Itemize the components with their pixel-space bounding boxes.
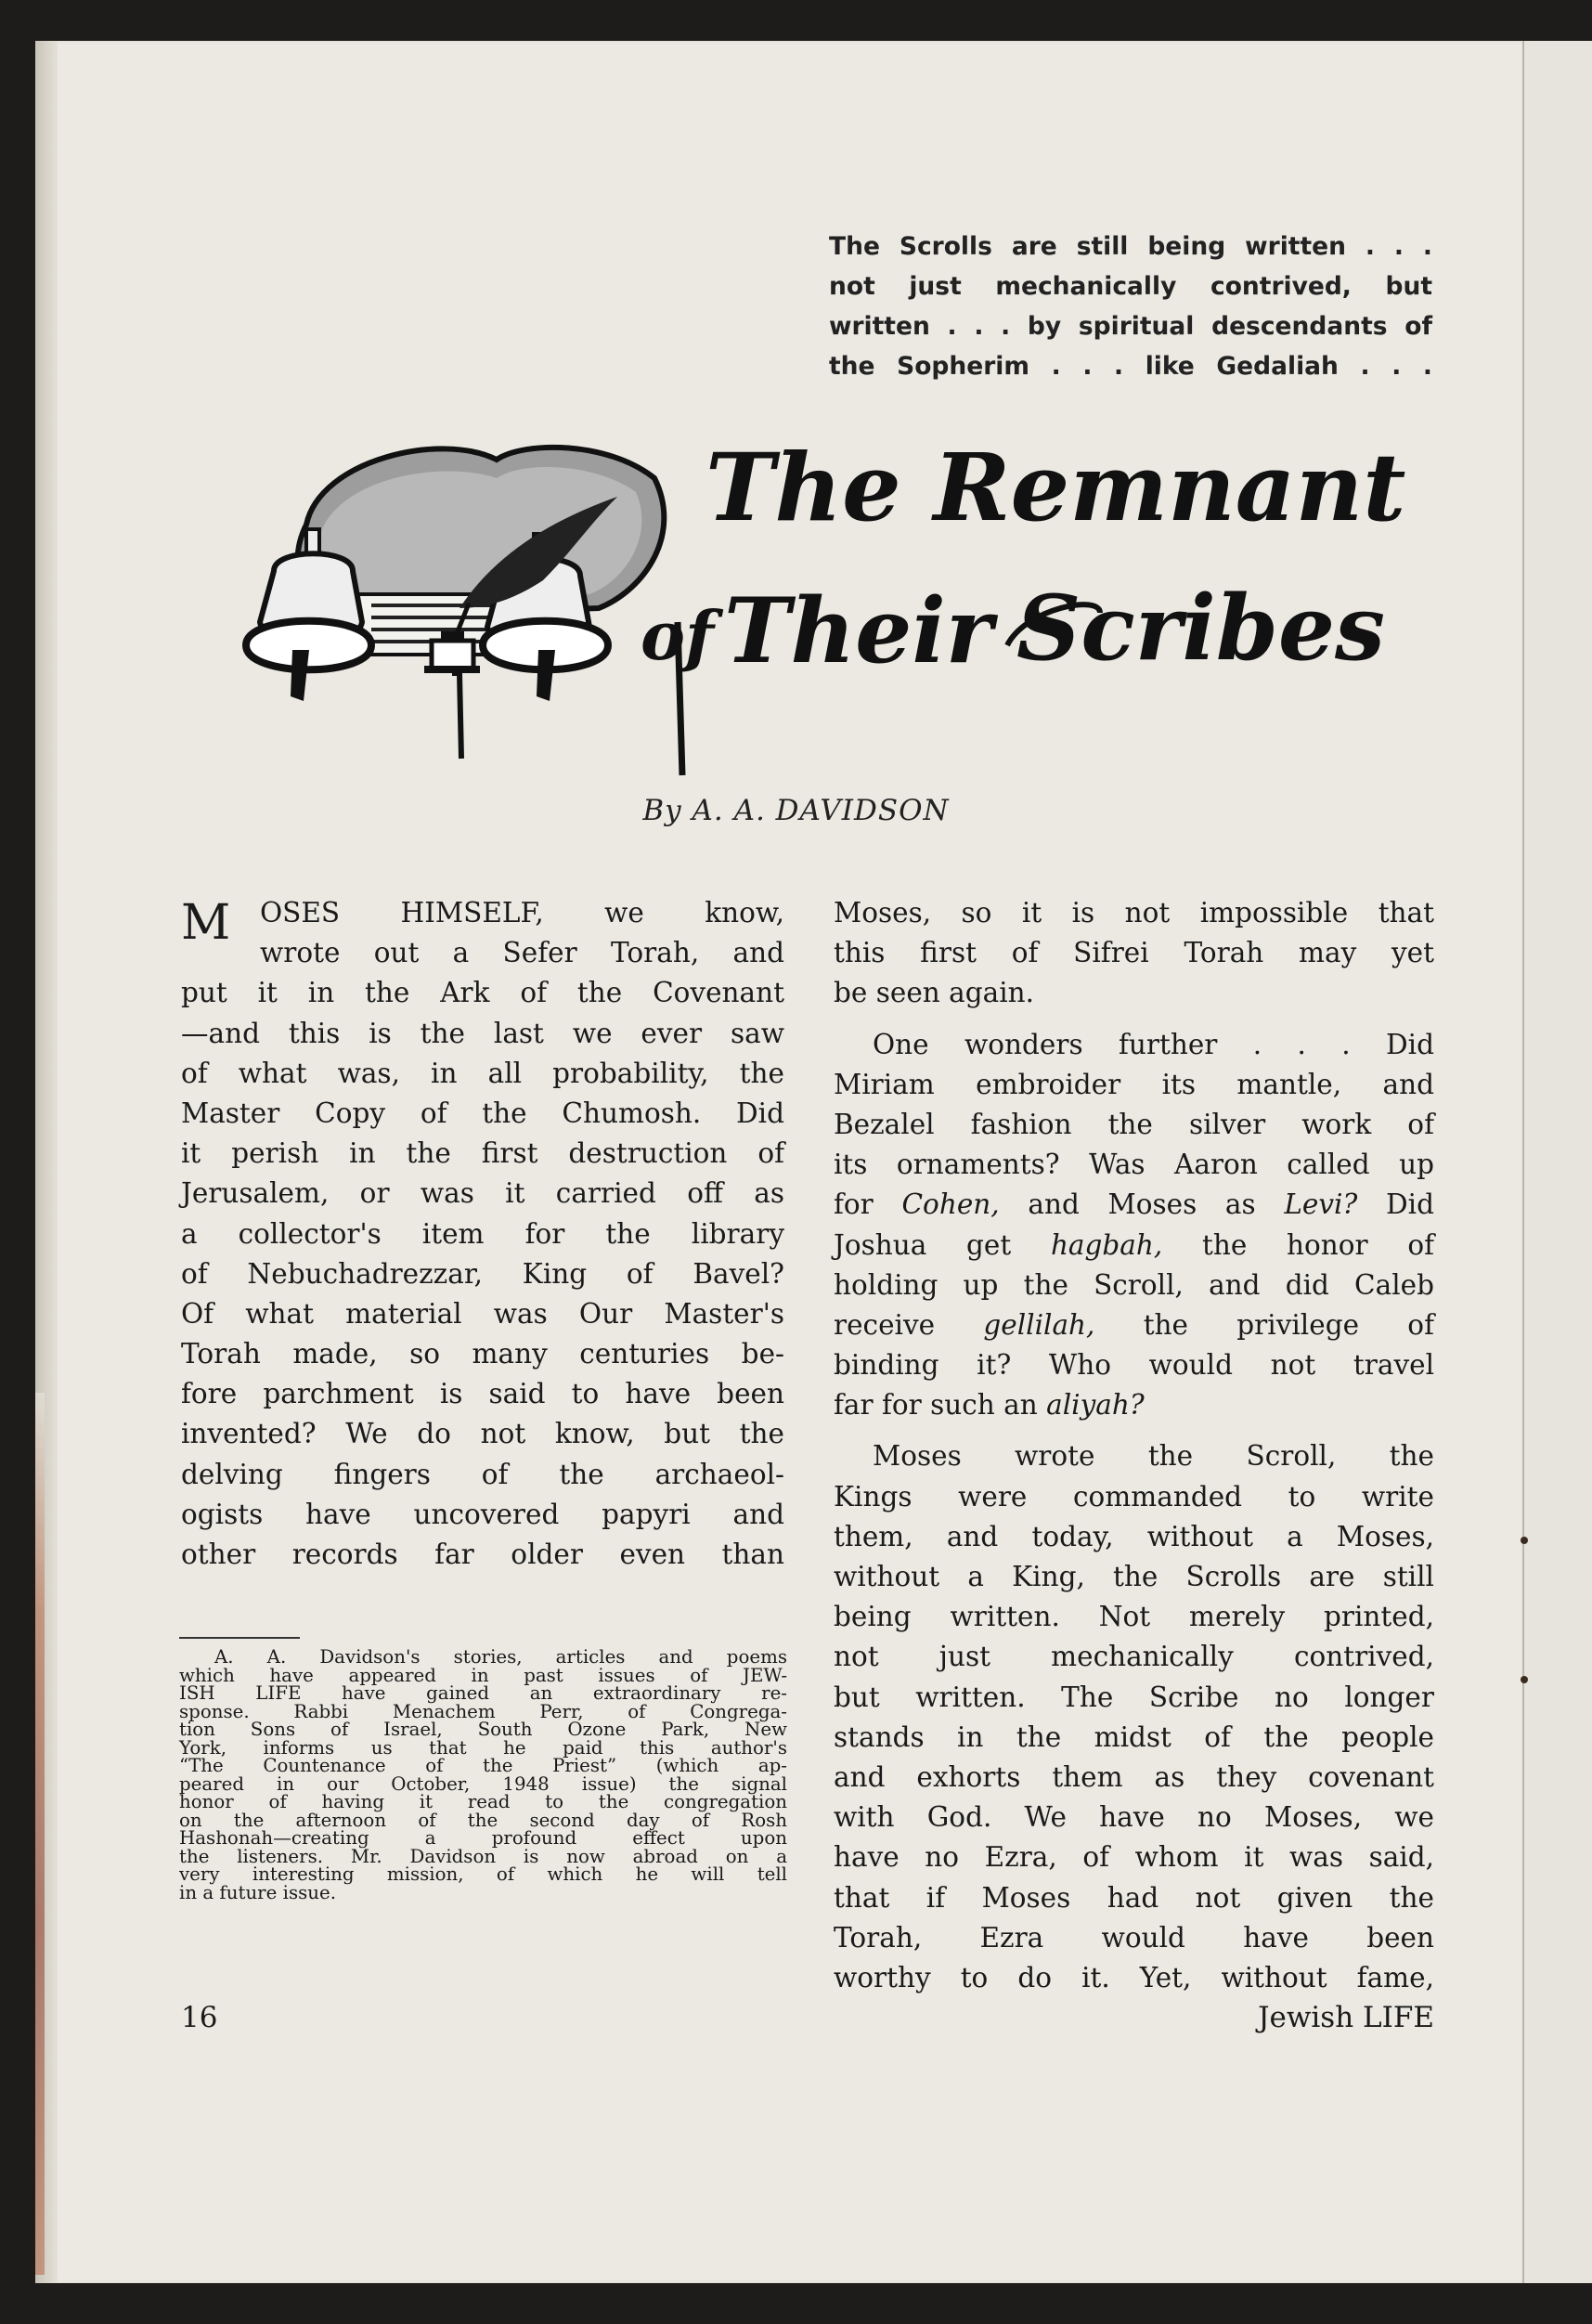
text-line: wrote out a Sefer Torah, and	[260, 937, 784, 969]
text-line: Torah made, so many centuries be-	[181, 1338, 784, 1370]
text-line: be seen again.	[834, 977, 1035, 1009]
byline: By A. A. DAVIDSON	[642, 794, 950, 827]
text-line: with God. We have no Moses, we	[834, 1801, 1434, 1834]
intro-line: the Sopherim . . . like Gedaliah . . .	[829, 352, 1432, 381]
footnote-rule	[179, 1637, 300, 1639]
footnote-line: honor of having it read to the congregation	[179, 1791, 787, 1812]
footnote-line: Hashonah—creating a profound effect upon	[179, 1827, 787, 1849]
text-line: Kings were commanded to write	[834, 1480, 1434, 1513]
footnote-line: which have appeared in past issues of JEW-	[179, 1664, 787, 1686]
intro-blurb	[829, 227, 1432, 386]
text-line: receive gellilah, the privilege of	[834, 1308, 1434, 1341]
footnote-line: sponse. Rabbi Menachem Perr, of Congrega-	[179, 1700, 787, 1722]
text-line: and exhorts them as they covenant	[834, 1760, 1434, 1793]
text-line	[181, 893, 784, 951]
text-line: invented? We do not know, but the	[181, 1418, 784, 1450]
text-line: its ornaments? Was Aaron called up	[834, 1149, 1434, 1181]
text-line-content: OSES HIMSELF, we know,	[260, 897, 784, 928]
running-footer-title: Jewish LIFE	[1258, 2001, 1434, 2034]
footnote-line: “The Countenance of the Priest” (which ap-	[179, 1755, 787, 1776]
footnote-line: in a future issue.	[179, 1881, 337, 1903]
text-line: far for such an aliyah?	[834, 1389, 1145, 1422]
text-line: a collector's item for the library	[181, 1217, 784, 1250]
title-of: of	[641, 596, 714, 675]
footnote-line: very interesting mission, of which he will tell	[179, 1863, 787, 1885]
text-line: that if Moses had not given the	[834, 1881, 1434, 1914]
next-page-edge	[1522, 41, 1592, 2283]
text-line: worthy to do it. Yet, without fame,	[834, 1961, 1434, 1993]
footnote-line: on the afternoon of the second day of Rosh	[179, 1809, 787, 1831]
footnote-line: tion Sons of Israel, South Ozone Park, New	[179, 1719, 787, 1740]
text-line: ogists have uncovered papyri and	[181, 1498, 784, 1530]
text-line: other records far older even than	[181, 1539, 784, 1570]
text-line: for Cohen, and Moses as Levi? Did	[834, 1188, 1434, 1221]
page-number: 16	[181, 2001, 218, 2034]
text-line: stands in the midst of the people	[834, 1720, 1434, 1753]
text-line: Joshua get hagbah, the honor of	[834, 1228, 1435, 1261]
footnote-line: A. A. Davidson's stories, articles and poems	[214, 1646, 787, 1668]
intro-line: written . . . by spiritual descendants of	[829, 312, 1432, 341]
footnote	[179, 1648, 787, 1902]
text-line: Master Copy of the Chumosh. Did	[181, 1097, 784, 1129]
text-line: it perish in the first destruction of	[181, 1137, 784, 1170]
edge-mark	[1521, 1676, 1528, 1683]
title-illustration	[218, 422, 1453, 785]
text-line: —and this is the last we ever saw	[181, 1017, 784, 1049]
text-line: being written. Not merely printed,	[834, 1601, 1434, 1633]
text-line: but written. The Scribe no longer	[834, 1681, 1434, 1713]
text-line: Jerusalem, or was it carried off as	[181, 1177, 784, 1210]
binding-edge	[35, 1393, 45, 2275]
text-line: Moses, so it is not impossible that	[834, 897, 1434, 928]
text-line: of Nebuchadrezzar, King of Bavel?	[181, 1257, 784, 1290]
footnote-line: the listeners. Mr. Davidson is now abroad on a	[179, 1845, 787, 1867]
body-column-right	[834, 893, 1434, 1998]
text-line: holding up the Scroll, and did Caleb	[834, 1268, 1434, 1301]
text-line: this first of Sifrei Torah may yet	[834, 937, 1434, 969]
text-line: Torah, Ezra would have been	[834, 1921, 1434, 1954]
title-scribes: Scribes	[1016, 576, 1386, 681]
text-line: of what was, in all probability, the	[181, 1057, 784, 1089]
drop-cap: M	[181, 895, 231, 951]
text-line: Miriam embroider its mantle, and	[834, 1068, 1434, 1100]
body-column-left	[181, 893, 784, 1575]
text-line: them, and today, without a Moses,	[834, 1520, 1434, 1552]
text-line: put it in the Ark of the Covenant	[181, 977, 784, 1009]
edge-mark	[1521, 1537, 1528, 1544]
text-line: without a King, the Scrolls are still	[834, 1561, 1434, 1592]
footnote-line: peared in our October, 1948 issue) the signal	[179, 1772, 787, 1795]
intro-line: The Scrolls are still being written . . .	[829, 232, 1432, 261]
text-line: fore parchment is said to have been	[181, 1378, 784, 1410]
text-line: Moses wrote the Scroll, the	[873, 1440, 1434, 1473]
intro-line: not just mechanically contrived, but	[829, 272, 1432, 301]
text-line: One wonders further . . . Did	[873, 1028, 1434, 1060]
text-line: have no Ezra, of whom it was said,	[834, 1841, 1434, 1874]
footnote-line: ISH LIFE have gained an extraordinary re-	[179, 1682, 787, 1704]
text-line: binding it? Who would not travel	[834, 1349, 1434, 1382]
text-line: not just mechanically contrived,	[834, 1641, 1434, 1673]
title-the-remnant: The Remnant	[705, 433, 1406, 542]
text-line: Bezalel fashion the silver work of	[834, 1108, 1434, 1140]
title-their: Their	[724, 578, 993, 683]
text-line: delving fingers of the archaeol-	[181, 1458, 784, 1490]
text-line: Of what material was Our Master's	[181, 1297, 784, 1330]
footnote-line: York, informs us that he paid this author's	[179, 1736, 787, 1759]
